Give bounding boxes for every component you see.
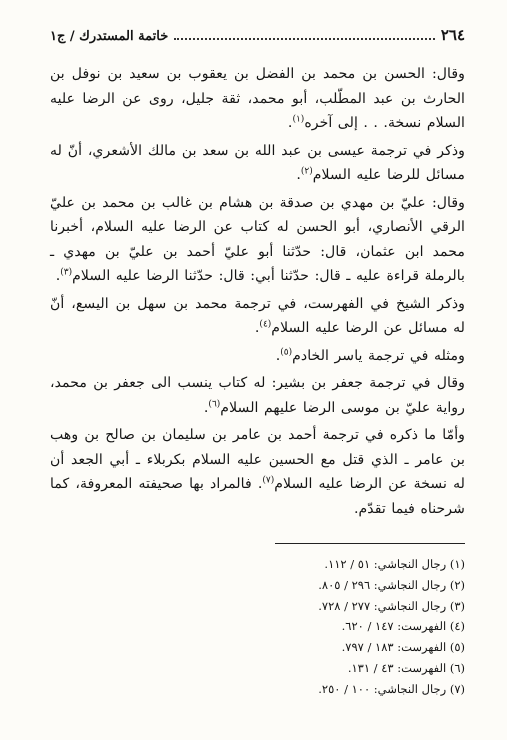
paragraph-6: وقال في ترجمة جعفر بن بشير: له كتاب ينسب الى جعفر بن محمد، رواية عليّ بن موسى الرضا عليهم السلام$^{(٦)}$.	[50, 375, 465, 416]
paragraph-2: وذكر في ترجمة عيسى بن عبد الله بن سعد بن مالك الأشعري، أنّ له مسائل للرضا عليه السلام$^{(٢)}$.	[50, 142, 465, 183]
paragraph-1: وقال: الحسن بن محمد بن الفضل بن يعقوب بن سعيد بن نوفل بن الحارث بن عبد المطّلب، أبو محمد، ثقة جليل، روى عن الرضا عليه السلام نسخة. . . إلى آخره$^{(١)}$.	[50, 66, 465, 131]
footnote-7: (٧) رجال النجاشي: ١٠٠ / ٢٥٠.	[318, 681, 465, 696]
footnote-ref-6: (٦)	[208, 398, 221, 409]
paragraph-3: وقال: عليّ بن مهدي بن صدقة بن هشام بن غالب بن محمد بن عليّ الرقي الأنصاري، أبو الحسن له كتاب عن الرضا عليه السلام، أخبرنا محمد ابن عثمان، قال: حدّثنا أبو عليّ أحمد بن عليّ بن مهدي ـ بالرملة قراءة عليه ـ قال: حدّثنا أبي: قال: حدّثنا الرضا عليه السلام$^{(٣)}$.	[50, 194, 465, 284]
page-header	[50, 26, 465, 52]
footnotes	[50, 554, 465, 700]
footnote-2: (٢) رجال النجاشي: ٢٩٦ / ٨٠٥.	[318, 577, 465, 592]
main-text	[50, 62, 465, 521]
paragraph-4: وذكر الشيخ في الفهرست، في ترجمة محمد بن سهل بن اليسع، أنّ له مسائل عن الرضا عليه السلام$^{(٤)}$.	[50, 295, 465, 336]
paragraph-7: وأمّا ما ذكره في ترجمة أحمد بن عامر بن سليمان بن صالح بن وهب بن عامر ـ الذي قتل مع الحسين عليه السلام بكربلاء ـ أبي الجعد أن له نسخة عن الرضا عليه السلام$^{(٧)}$. فالمراد بها صحيفته المعروفة، كما شرحناه فيما تقدّم.	[50, 427, 466, 517]
footnote-4: (٤) الفهرست: ١٤٧ / ٦٢٠.	[341, 619, 465, 634]
footnote-ref-5: (٥)	[280, 346, 293, 357]
footnote-ref-2: (٢)	[300, 166, 313, 177]
footnote-1: (١) رجال النجاشي: ٥١ / ١١٢.	[324, 557, 465, 571]
footnote-separator	[275, 543, 465, 544]
paragraph-5: ومثله في ترجمة ياسر الخادم$^{(٥)}$.	[275, 346, 465, 364]
header-leader-dots	[174, 30, 435, 40]
footnote-ref-3: (٣)	[60, 267, 73, 278]
page-number: ٢٦٤	[440, 26, 465, 44]
footnote-6: (٦) الفهرست: ٤٣ / ١٣١.	[347, 660, 465, 675]
footnote-3: (٣) رجال النجاشي: ٢٧٧ / ٧٢٨.	[318, 598, 465, 613]
footnote-ref-4: (٤)	[259, 319, 272, 330]
footnote-ref-7: (٧)	[262, 475, 275, 486]
footnote-5: (٥) الفهرست: ١٨٣ / ٧٩٧.	[341, 640, 465, 655]
running-title: خاتمة المستدرك / ج١	[50, 29, 169, 44]
footnote-ref-1: (١)	[292, 114, 305, 125]
